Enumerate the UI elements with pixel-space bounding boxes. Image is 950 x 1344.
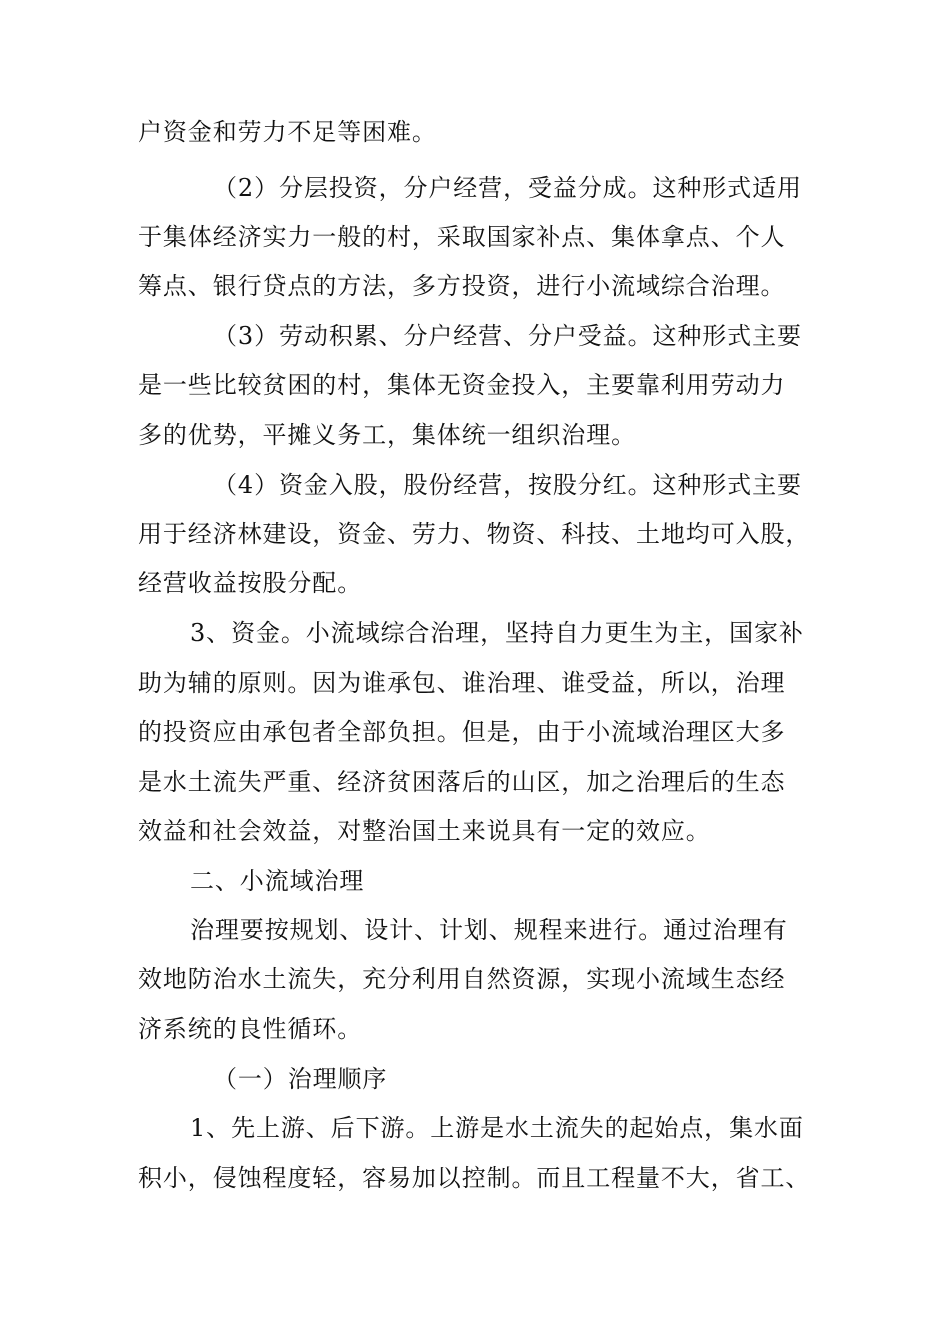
text-line: （2）分层投资，分户经营，受益分成。这种形式适用 (213, 174, 802, 202)
text-line: 的投资应由承包者全部负担。但是，由于小流域治理区大多 (138, 718, 786, 746)
subsection-heading: （一）治理顺序 (213, 1065, 388, 1093)
text-line: 济系统的良性循环。 (138, 1015, 363, 1043)
text-line: 是一些比较贫困的村，集体无资金投入，主要靠利用劳动力 (138, 371, 786, 399)
text-line: 经营收益按股分配。 (138, 569, 363, 597)
text-line: 筹点、银行贷点的方法，多方投资，进行小流域综合治理。 (138, 272, 786, 300)
text-line: 是水土流失严重、经济贫困落后的山区，加之治理后的生态 (138, 768, 786, 796)
section-heading: 二、小流域治理 (190, 867, 365, 895)
text-line: 治理要按规划、设计、计划、规程来进行。通过治理有 (190, 916, 788, 944)
text-line: 多的优势，平摊义务工，集体统一组织治理。 (138, 421, 636, 449)
text-line: （3）劳动积累、分户经营、分户受益。这种形式主要 (213, 322, 802, 350)
text-line: 于集体经济实力一般的村，采取国家补点、集体拿点、个人 (138, 223, 786, 251)
text-line: 效益和社会效益，对整治国土来说具有一定的效应。 (138, 817, 711, 845)
text-line: （4）资金入股，股份经营，按股分红。这种形式主要 (213, 471, 802, 499)
text-line: 效地防治水土流失，充分利用自然资源，实现小流域生态经 (138, 965, 786, 993)
text-line: 3、资金。小流域综合治理，坚持自力更生为主，国家补 (190, 619, 804, 647)
text-line: 用于经济林建设，资金、劳力、物资、科技、土地均可入股， (138, 520, 811, 548)
text-line: 助为辅的原则。因为谁承包、谁治理、谁受益，所以，治理 (138, 669, 786, 697)
text-line: 1、先上游、后下游。上游是水土流失的起始点，集水面 (190, 1114, 804, 1142)
text-line: 户资金和劳力不足等困难。 (138, 118, 437, 146)
text-line: 积小，侵蚀程度轻，容易加以控制。而且工程量不大，省工、 (138, 1164, 811, 1192)
